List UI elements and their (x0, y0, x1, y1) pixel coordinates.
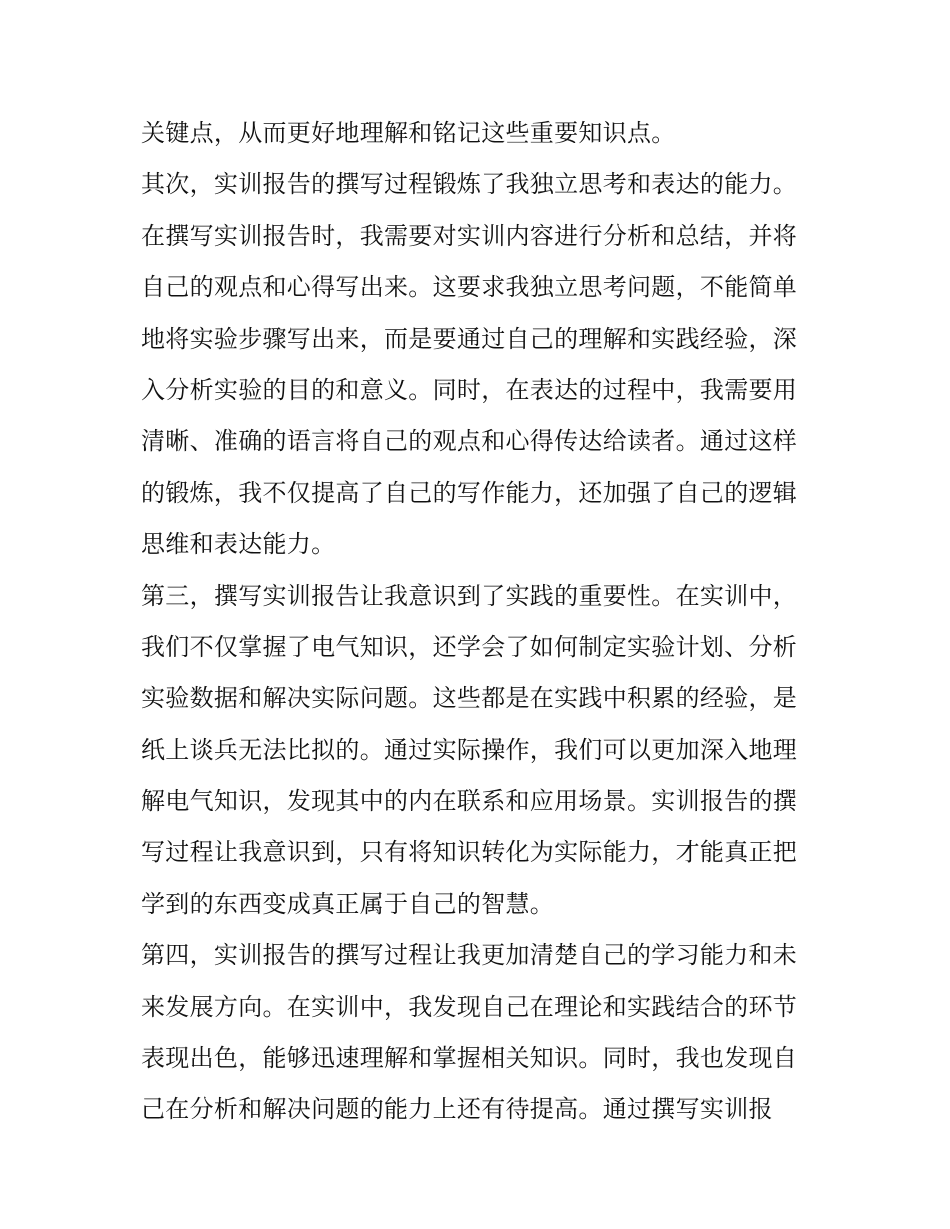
text-line: 的锻炼，我不仅提高了自己的写作能力，还加强了自己的逻辑 (141, 478, 798, 507)
text-line: 第四，实训报告的撰写过程让我更加清楚自己的学习能力和未 (141, 941, 798, 970)
text-line: 其次，实训报告的撰写过程锻炼了我独立思考和表达的能力。 (141, 170, 798, 199)
text-line: 自己的观点和心得写出来。这要求我独立思考问题，不能简单 (141, 273, 798, 302)
text-line: 学到的东西变成真正属于自己的智慧。 (141, 889, 555, 918)
text-line: 纸上谈兵无法比拟的。通过实际操作，我们可以更加深入地理 (141, 735, 798, 764)
text-line: 入分析实验的目的和意义。同时，在表达的过程中，我需要用 (141, 375, 798, 404)
text-line: 己在分析和解决问题的能力上还有待提高。通过撰写实训报 (141, 1095, 773, 1124)
text-line: 解电气知识，发现其中的内在联系和应用场景。实训报告的撰 (141, 787, 798, 816)
text-line: 实验数据和解决实际问题。这些都是在实践中积累的经验，是 (141, 684, 798, 713)
text-line: 在撰写实训报告时，我需要对实训内容进行分析和总结，并将 (141, 221, 798, 250)
text-line: 表现出色，能够迅速理解和掌握相关知识。同时，我也发现自 (141, 1044, 798, 1073)
text-line: 思维和表达能力。 (141, 530, 336, 559)
text-line: 我们不仅掌握了电气知识，还学会了如何制定实验计划、分析 (141, 632, 798, 661)
text-line: 地将实验步骤写出来，而是要通过自己的理解和实践经验，深 (141, 324, 798, 353)
text-line: 清晰、准确的语言将自己的观点和心得传达给读者。通过这样 (141, 427, 798, 456)
text-line: 写过程让我意识到，只有将知识转化为实际能力，才能真正把 (141, 838, 798, 867)
text-line: 关键点，从而更好地理解和铭记这些重要知识点。 (141, 119, 676, 147)
text-line: 来发展方向。在实训中，我发现自己在理论和实践结合的环节 (141, 992, 798, 1021)
body-text (141, 108, 821, 1136)
text-line: 第三，撰写实训报告让我意识到了实践的重要性。在实训中， (141, 581, 798, 610)
